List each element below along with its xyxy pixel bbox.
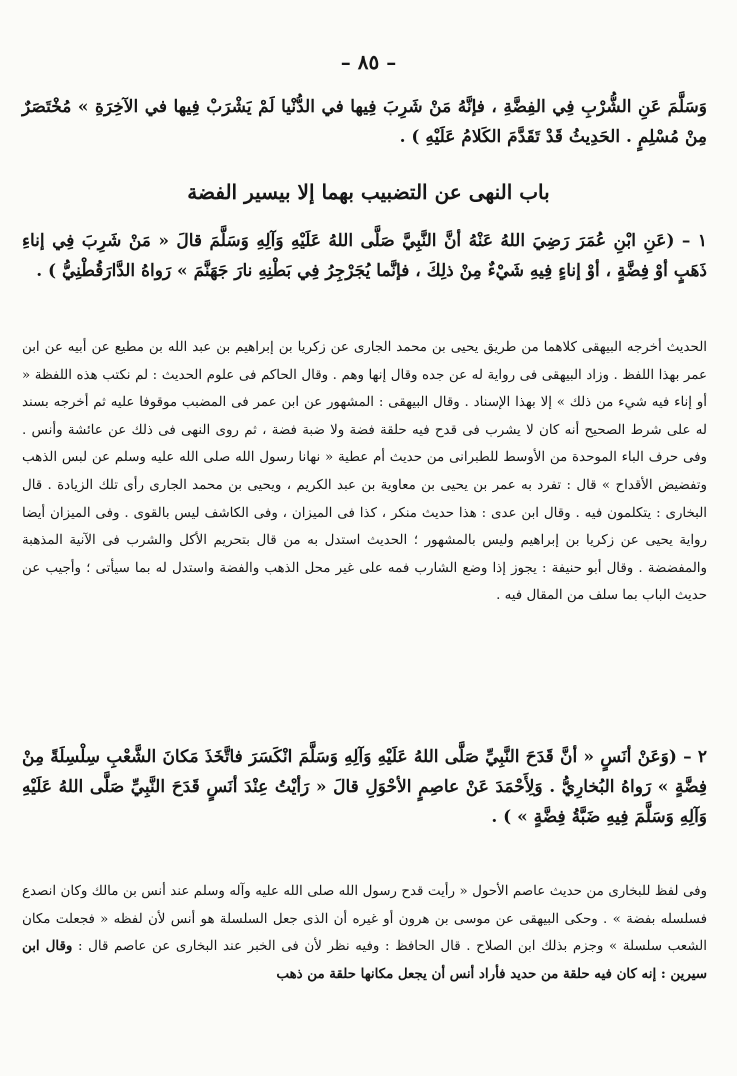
page-number: – ٨٥ – [340,50,397,74]
commentary-1: الحديث أخرجه البيهقى كلاهما من طريق يحيى بن محمد الجارى عن زكريا بن إبراهيم بن عبد الله بن مطيع عن أبيه عن ابن عمر بهذا اللفظ . وزاد البيهقى فى رواية له عن جده وقال إنها وهم . وقال الحاكم فى علوم الحديث : لم نكتب هذه اللفظة « أو إناء فيه شيء من ذلك » إلا بهذا الإسناد . وقال البيهقى : المشهور عن ابن عمر فى المضبب موقوفا عليه ثم أخرجه بسند له على شرط الصحيح أنه كان لا يشرب فى قدح فيه حلقة فضة ولا ضبة فضة ، ثم روى النهى فى ذلك عن عائشة وأنس . وفى حرف الباء الموحدة من الأوسط للطبرانى من حديث أم عطية « نهانا رسول الله صلى الله عليه وسلم عن لبس الذهب وتفضيض الأقداح » قال : تفرد به عمر بن يحيى بن معاوية بن عبد الكريم ، ويحيى بن محمد الجارى رأى تلك الزيادة . قال البخارى : يتكلمون فيه . وقال ابن عدى : هذا حديث منكر ، كذا فى الميزان ، وفى الكاشف ليس بالقوى . وفى الميزان أيضا رواية يحيى عن زكريا بن إبراهيم وليس بالمشهور ؛ الحديث استدل به من قال بتحريم الأكل والشرب فى الآنية المذهبة والمفضضة . وقال أبو حنيفة : يجوز إذا وضع الشارب فمه على غير محل الذهب والفضة واستدل له بما سيأتى ؛ وأجيب عن حديث الباب بما سلف من المقال فيه . [22,340,707,604]
intro-hadith-continuation: وَسَلَّمَ عَنِ الشُّرْبِ فِي الفِضَّةِ ، فإنَّهُ مَنْ شَرِبَ فِيها في الدُّنْيا لَمْ يَشْرَبْ فِيها في الآخِرَةِ » مُخْتَصَرٌ مِنْ مُسْلِمٍ . الحَدِيثُ قَدْ تَقَدَّمَ الكَلامُ عَلَيْهِ ) . [22,97,707,147]
commentary-2-tail: وقال ابن سيرين : إنه كان فيه حلقة من حديد فأراد أنس أن يجعل مكانها حلقة من ذهب [22,938,707,982]
hadith-1: ١ – (عَنِ ابْنِ عُمَرَ رَضِيَ اللهُ عَنْهُ أنَّ النَّبِيَّ صَلَّى اللهُ عَلَيْهِ وَآلِهِ وَسَلَّمَ قالَ « مَنْ شَرِبَ فِي إناءِ ذَهَبٍ أوْ فِضَّةٍ ، أوْ إناءٍ فِيهِ شَيْءٌ مِنْ ذلِكَ ، فإنَّما يُجَرْجِرُ فِي بَطْنِهِ نارَ جَهَنَّمَ » رَواهُ الدَّارَقُطْنِيُّ ) . [22,231,707,281]
chapter-title: باب النهى عن التضبيب بهما إلا بيسير الفضة [187,180,550,204]
commentary-2 [22,878,707,988]
hadith-2: ٢ – (وَعَنْ أنَسٍ « أنَّ قَدَحَ النَّبِيِّ صَلَّى اللهُ عَلَيْهِ وَآلِهِ وَسَلَّمَ انْكَسَرَ فاتَّخَذَ مَكانَ الشَّعْبِ سِلْسِلَةً مِنْ فِضَّةٍ » رَواهُ البُخارِيُّ . وَلِأَحْمَدَ عَنْ عاصِمٍ الأحْوَلِ قالَ « رَأيْتُ عِنْدَ أنَسٍ قَدَحَ النَّبِيِّ صَلَّى اللهُ عَلَيْهِ وَآلِهِ وَسَلَّمَ فِيهِ ضَبَّةُ فِضَّةٍ » ) . [22,747,707,827]
commentary-2-body: وفى لفظ للبخارى من حديث عاصم الأحول « رأيت قدح رسول الله صلى الله عليه وآله وسلم عند أنس بن مالك وكان انصدع فسلسله بفضة » . وحكى البيهقى عن موسى بن هرون أو غيره أن الذى جعل السلسلة هو أنس لأن لفظه « فجعلت مكان الشعب سلسلة » وجزم بذلك ابن الصلاح . قال الحافظ : وفيه نظر لأن فى الخبر عند البخارى عن عاصم قال : [22,884,707,955]
